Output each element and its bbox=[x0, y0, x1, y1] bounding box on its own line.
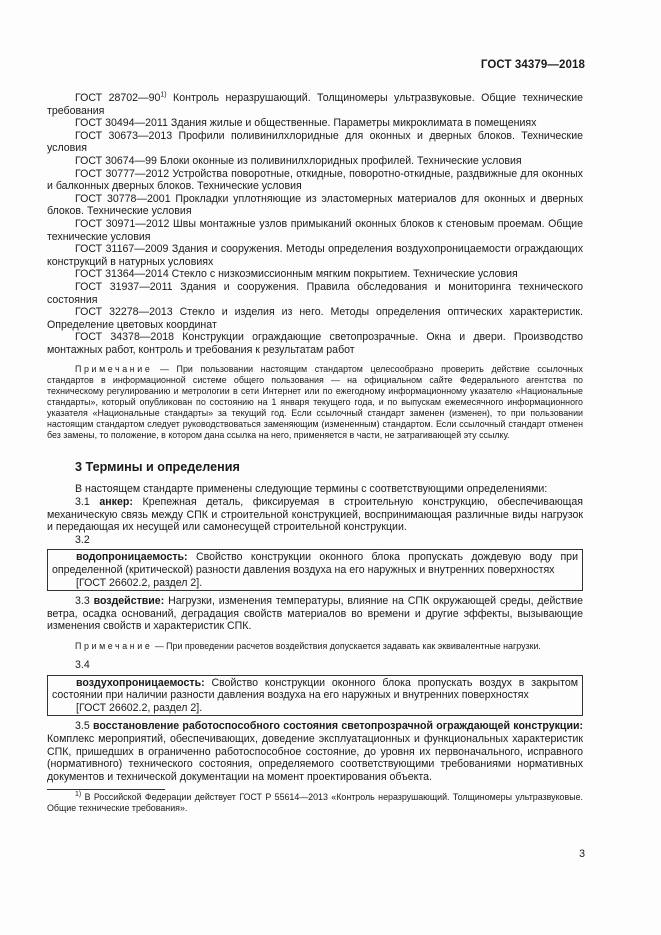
reference-item: ГОСТ 28702—90$^{1)}$ Контроль неразрушающий. Толщиномеры ультразвуковые. Общие технические требования bbox=[47, 91, 583, 117]
reference-item: ГОСТ 30494—2011 Здания жилые и общественные. Параметры микроклимата в помещениях bbox=[75, 117, 537, 130]
term-3-5: 3.5 восстановление работоспособного состояния светопрозрачной ограждающей конструкции: Комплекс мероприятий, обеспечивающих, доведение эксплуатационных и функциональных характеристик СПК, пришедших в ограниченно работоспособное состояние, до уровня их первоначального, исправного (нормативного) технического состояния, определяемого соответствующими требованиями нормативных документов и технической документации на момент проектирования объекта. bbox=[47, 720, 583, 783]
note-impact: Примечание — При проведении расчетов воздействия допускается задавать как эквивалентные нагрузки. bbox=[75, 641, 541, 651]
note-references: Примечание — При пользовании настоящим стандартом целесообразно проверить действие ссылочных стандартов в информационной системе общего пользования — на официальном сайте Федерального агентства по техническому регулированию и метрологии в сети Интернет или по ежегодному информационному указателю «Национальные стандарты», который опубликован по состоянию на 1 января текущего года, и по выпускам ежемесячного информационного указателя «Национальные стандарты» за текущий год. Если ссылочный стандарт заменен (изменен), то при пользовании настоящим стандартом следует руководствоваться заменяющим (измененным) стандартом. Если ссылочный стандарт отменен без замены, то положение, в котором дана ссылка на него, применяется в части, не затрагивающей эту ссылку. bbox=[47, 364, 583, 441]
section-intro: В настоящем стандарте применены следующие термины с соответствующими определениями: bbox=[75, 483, 548, 496]
term-3-4-box: воздухопроницаемость: Свойство конструкции оконного блока пропускать воздух в закрытом состоянии при наличии разности давления воздуха на его наружных и внутренних поверхностях [ГОСТ 26602.2, раздел 2]. bbox=[47, 675, 583, 717]
term-3-2-number: 3.2 bbox=[75, 533, 90, 546]
reference-item: ГОСТ 30778—2001 Прокладки уплотняющие из эластомерных материалов для оконных и дверных блоков. Технические условия bbox=[47, 192, 583, 218]
footnote-divider bbox=[47, 789, 165, 790]
term-3-2-box: водопроницаемость: Свойство конструкции оконного блока пропускать дождевую воду при определенной (критической) разности давления воздуха на его наружных и внутренних поверхностях [ГОСТ 26602.2, раздел 2]. bbox=[47, 549, 583, 591]
term-3-4-number: 3.4 bbox=[75, 659, 90, 671]
reference-item: ГОСТ 30777—2012 Устройства поворотные, откидные, поворотно-откидные, раздвижные для оконных и балконных дверных блоков. Технические условия bbox=[47, 167, 583, 193]
reference-item: ГОСТ 30971—2012 Швы монтажные узлов примыканий оконных блоков к стеновым проемам. Общие технические условия bbox=[47, 217, 583, 243]
reference-item: ГОСТ 31364—2014 Стекло с низкоэмиссионным мягким покрытием. Технические условия bbox=[75, 268, 518, 281]
document-header: ГОСТ 34379—2018 bbox=[480, 59, 585, 71]
term-3-3: 3.3 воздействие: Нагрузки, изменения температуры, влияние на СПК окружающей среды, действие ветра, осадка оснований, деградация свойств материалов во времени и другие эффекты, вызывающие изменения свойств и характеристик СПК. bbox=[47, 595, 583, 633]
reference-item: ГОСТ 30674—99 Блоки оконные из поливинилхлоридных профилей. Технические условия bbox=[75, 154, 522, 167]
page-number: 3 bbox=[579, 848, 585, 860]
term-3-1: 3.1 анкер: Крепежная деталь, фиксируемая в строительную конструкцию, обеспечивающая механическую связь между СПК и строительной конструкцией, воспринимающая различные виды нагрузок и передающая их несущей или самонесущей строительной конструкции. bbox=[47, 496, 584, 534]
document-body bbox=[47, 92, 583, 814]
footnote: $^{1)}$ В Российской Федерации действует ГОСТ Р 55614—2013 «Контроль неразрушающий. Толщиномеры ультразвуковые. Общие технические требования». bbox=[47, 791, 583, 814]
term-3-2-source: [ГОСТ 26602.2, раздел 2]. bbox=[76, 576, 203, 589]
section-heading: 3 Термины и определения bbox=[75, 460, 240, 475]
references-list bbox=[47, 92, 583, 356]
reference-item: ГОСТ 30673—2013 Профили поливинилхлоридные для оконных и дверных блоков. Технические условия bbox=[47, 129, 584, 155]
term-3-4-source: [ГОСТ 26602.2, раздел 2]. bbox=[76, 701, 203, 714]
reference-item: ГОСТ 31937—2011 Здания и сооружения. Правила обследования и мониторинга технического состояния bbox=[47, 280, 583, 306]
reference-item: ГОСТ 34378—2018 Конструкции ограждающие светопрозрачные. Окна и двери. Производство монтажных работ, контроль и требования к результатам работ bbox=[47, 331, 584, 356]
reference-item: ГОСТ 32278—2013 Стекло и изделия из него. Методы определения оптических характеристик. Определение цветовых координат bbox=[47, 306, 584, 331]
reference-item: ГОСТ 31167—2009 Здания и сооружения. Методы определения воздухопроницаемости ограждающих конструкций в натурных условиях bbox=[47, 243, 583, 268]
